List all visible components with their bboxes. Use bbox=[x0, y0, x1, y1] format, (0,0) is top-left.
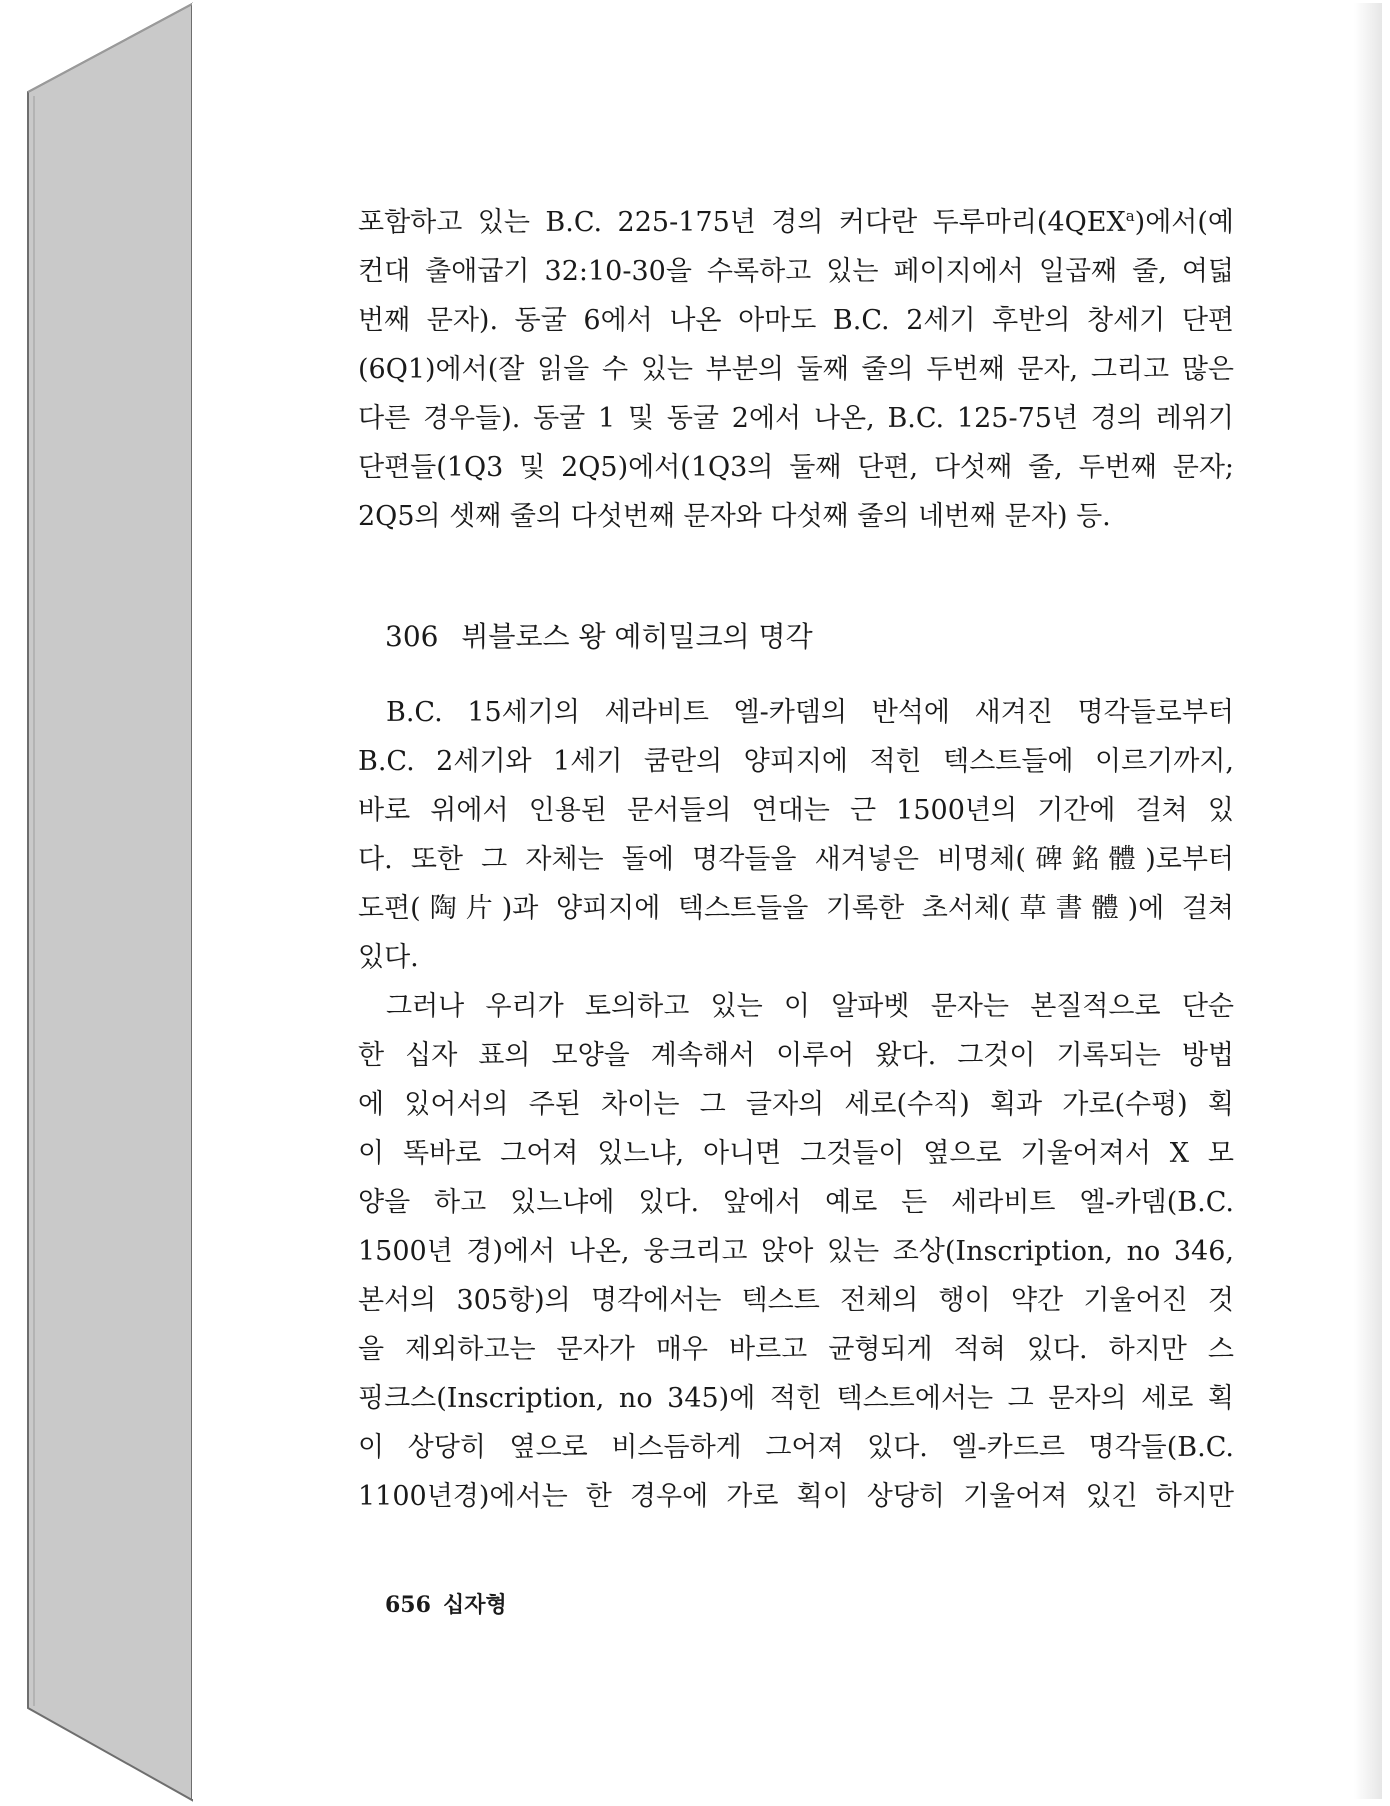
text-line: B.C. 2세기와 1세기 쿰란의 양피지에 적힌 텍스트들에 이르기까지, bbox=[358, 746, 1234, 777]
paragraph-body bbox=[358, 688, 1234, 982]
text-line: 1100년경)에서는 한 경우에 가로 획이 상당히 기울어져 있긴 하지만 bbox=[358, 1481, 1234, 1512]
page-edge-shadow bbox=[1354, 3, 1382, 1799]
text-line: 본서의 305항)의 명각에서는 텍스트 전체의 행이 약간 기울어진 것 bbox=[358, 1285, 1234, 1316]
book-spine bbox=[28, 4, 192, 1800]
text-line: 도편(陶片)과 양피지에 텍스트들을 기록한 초서체(草書體)에 걸쳐 bbox=[358, 893, 1234, 924]
text-line: (6Q1)에서(잘 읽을 수 있는 부분의 둘째 줄의 두번째 문자, 그리고 많은 bbox=[358, 354, 1234, 385]
text-line: 포함하고 있는 B.C. 225-175년 경의 커다란 두루마리(4QEX$^a$)에서(예 bbox=[358, 207, 1234, 238]
text-line: 단편들(1Q3 및 2Q5)에서(1Q3의 둘째 단편, 다섯째 줄, 두번째 문자; bbox=[358, 452, 1234, 483]
text-line: 에 있어서의 주된 차이는 그 글자의 세로(수직) 획과 가로(수평) 획 bbox=[358, 1089, 1234, 1120]
text-line: 다. 또한 그 자체는 돌에 명각들을 새겨넣은 비명체(碑銘體)로부터 bbox=[358, 844, 1234, 875]
text-line: 2Q5의 셋째 줄의 다섯번째 문자와 다섯째 줄의 네번째 문자) 등. bbox=[358, 501, 1111, 532]
text-line: 다른 경우들). 동굴 1 및 동굴 2에서 나온, B.C. 125-75년 경의 레위기 bbox=[358, 403, 1234, 434]
text-line: B.C. 15세기의 세라비트 엘-카뎀의 반석에 새겨진 명각들로부터 bbox=[386, 697, 1234, 728]
superscript: a bbox=[1125, 207, 1135, 225]
running-title: 십자형 bbox=[442, 1592, 507, 1618]
section-title: 뷔블로스 왕 예히밀크의 명각 bbox=[461, 620, 813, 653]
text-line: 컨대 출애굽기 32:10-30을 수록하고 있는 페이지에서 일곱째 줄, 여덟 bbox=[358, 256, 1234, 287]
text-line: 을 제외하고는 문자가 매우 바르고 균형되게 적혀 있다. 하지만 스 bbox=[358, 1334, 1234, 1365]
text-line: 한 십자 표의 모양을 계속해서 이루어 왔다. 그것이 기록되는 방법 bbox=[358, 1040, 1234, 1071]
paragraph-body bbox=[358, 982, 1234, 1521]
section-number: 306 bbox=[385, 620, 439, 653]
text-line: 번째 문자). 동굴 6에서 나온 아마도 B.C. 2세기 후반의 창세기 단편 bbox=[358, 305, 1234, 336]
section-heading bbox=[385, 615, 813, 655]
text-line: 있다. bbox=[358, 942, 419, 973]
page-footer bbox=[385, 1588, 507, 1619]
text-line: 핑크스(Inscription, no 345)에 적힌 텍스트에서는 그 문자의 세로 획 bbox=[358, 1383, 1234, 1414]
text-line: 양을 하고 있느냐에 있다. 앞에서 예로 든 세라비트 엘-카뎀(B.C. bbox=[358, 1187, 1234, 1218]
text-line: 그러나 우리가 토의하고 있는 이 알파벳 문자는 본질적으로 단순 bbox=[386, 991, 1234, 1022]
text-line: 바로 위에서 인용된 문서들의 연대는 근 1500년의 기간에 걸쳐 있 bbox=[358, 795, 1234, 826]
paragraph-continuation bbox=[358, 198, 1234, 541]
text-line: 이 상당히 옆으로 비스듬하게 그어져 있다. 엘-카드르 명각들(B.C. bbox=[358, 1432, 1234, 1463]
text-line: 이 똑바로 그어져 있느냐, 아니면 그것들이 옆으로 기울어져서 X 모 bbox=[358, 1138, 1234, 1169]
text-line: 1500년 경)에서 나온, 웅크리고 앉아 있는 조상(Inscription, no 346, bbox=[358, 1236, 1234, 1267]
page-number: 656 bbox=[385, 1592, 431, 1618]
